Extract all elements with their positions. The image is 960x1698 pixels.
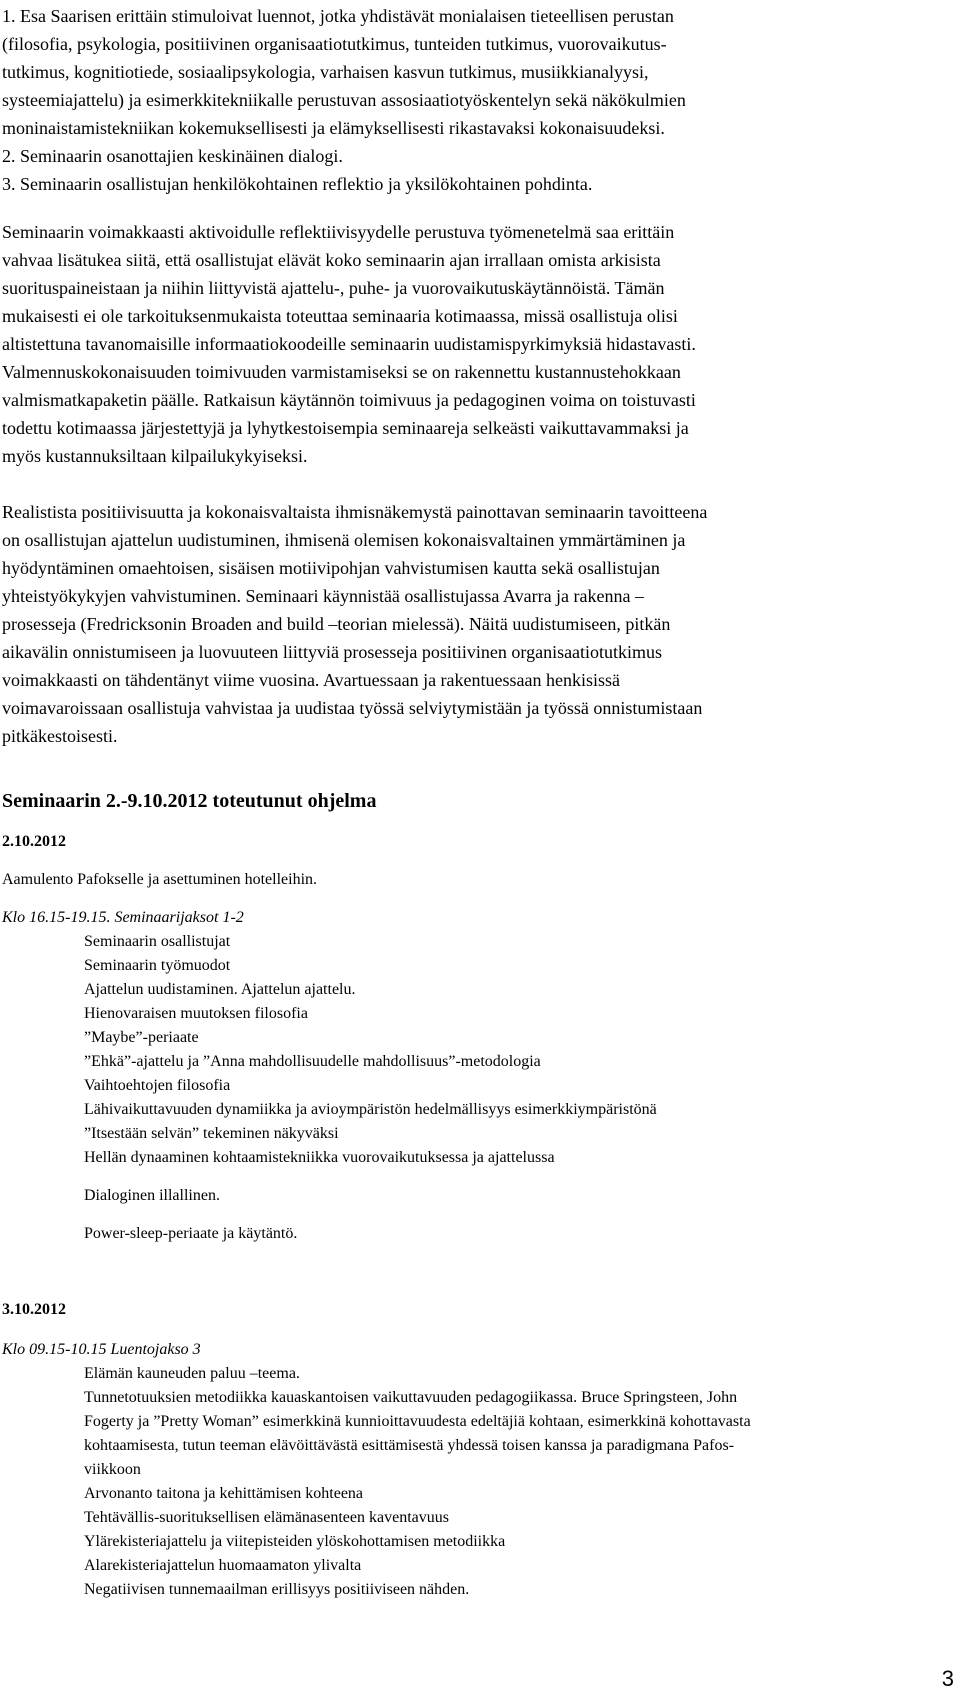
day-date: 3.10.2012 (2, 1301, 66, 1318)
program-item: Seminaarin osallistujat (84, 933, 231, 950)
program-item: Tunnetotuuksien metodiikka kauaskantoisen vaikuttavuuden pedagogiikassa. Bruce Springsteen, John (84, 1389, 738, 1406)
list-item-1-line: 1. Esa Saarisen erittäin stimuloivat luennot, jotka yhdistävät monialaisen tieteellisen perustan (2, 6, 674, 26)
paragraph-line: hyödyntäminen omaehtoisen, sisäisen motiivipohjan vahvistumisen kautta sekä osallistujan (2, 558, 660, 578)
program-item: Ylärekisteriajattelu ja viitepisteiden ylöskohottamisen metodiikka (84, 1533, 506, 1550)
paragraph-line: Valmennuskokonaisuuden toimivuuden varmistamiseksi se on rakennettu kustannustehokkaan (2, 362, 681, 382)
program-item: Negatiivisen tunnemaailman erillisyys positiiviseen nähden. (84, 1581, 470, 1598)
program-item: Dialoginen illallinen. (84, 1187, 220, 1204)
paragraph-line: Seminaarin voimakkaasti aktivoidulle reflektiivisyydelle perustuva työmenetelmä saa erittäin (2, 222, 675, 242)
paragraph-line: mukaisesti ei ole tarkoituksenmukaista toteuttaa seminaaria kotimaassa, missä osallistuja olisi (2, 306, 678, 326)
paragraph-line: vahvaa lisätukea siitä, että osallistujat elävät koko seminaarin ajan irrallaan omista arkisista (2, 250, 661, 270)
program-item: Fogerty ja ”Pretty Woman” esimerkkinä kunnioittavuudesta edeltäjiä kohtaan, esimerkkinä kohottavasta (84, 1413, 751, 1430)
paragraph-line: on osallistujan ajattelun uudistuminen, ihmisenä olemisen kokonaisvaltainen ymmärtäminen ja (2, 530, 686, 550)
program-item: ”Itsestään selvän” tekeminen näkyväksi (84, 1125, 339, 1142)
paragraph-line: altistettuna tavanomaisille informaatiokoodeille seminaarin uudistamispyrkimyksiä hidastavasti. (2, 334, 696, 354)
program-item: Seminaarin työmuodot (84, 957, 231, 974)
paragraph-line: myös kustannuksiltaan kilpailukykyiseksi. (2, 446, 308, 466)
paragraph-line: voimavaroissaan osallistuja vahvistaa ja uudistaa työssä selviytymistään ja työssä onnistumistaan (2, 698, 703, 718)
list-item-1-line: tutkimus, kognitiotiede, sosiaalipsykologia, varhaisen kasvun tutkimus, musiikkianalyysi, (2, 62, 649, 82)
program-item: Arvonanto taitona ja kehittämisen kohteena (84, 1485, 364, 1502)
paragraph-line: pitkäkestoisesti. (2, 726, 118, 746)
program-item: viikkoon (84, 1461, 141, 1478)
session-title: Klo 16.15-19.15. Seminaarijaksot 1-2 (2, 909, 244, 926)
list-item-1-line: moninaistamistekniikan kokemuksellisesti ja elämyksellisesti rikastavaksi kokonaisuudeksi. (2, 118, 665, 138)
program-item: Ajattelun uudistaminen. Ajattelun ajattelu. (84, 981, 356, 998)
paragraph-line: suorituspaineistaan ja niihin liittyvistä ajattelu-, puhe- ja vuorovaikutuskäytännöistä. Tämän (2, 278, 665, 298)
paragraph-line: voimakkaasti on tähdentänyt viime vuosina. Avartuessaan ja rakentuessaan henkisissä (2, 670, 621, 690)
paragraph-line: todettu kotimaassa järjestettyjä ja lyhytkestoisempia seminaareja selkeästi vaikuttavammaksi ja (2, 418, 689, 438)
page-number: 3 (941, 1666, 954, 1691)
program-item: ”Ehkä”-ajattelu ja ”Anna mahdollisuudelle mahdollisuus”-metodologia (84, 1053, 541, 1070)
paragraph-line: valmismatkapaketin päälle. Ratkaisun käytännön toimivuus ja pedagoginen voima on toistuvasti (2, 390, 696, 410)
list-item-3: 3. Seminaarin osallistujan henkilökohtainen reflektio ja yksilökohtainen pohdinta. (2, 174, 593, 194)
day-date: 2.10.2012 (2, 833, 66, 850)
program-item: Power-sleep-periaate ja käytäntö. (84, 1225, 298, 1242)
paragraph-line: prosesseja (Fredricksonin Broaden and build –teorian mielessä). Näitä uudistumiseen, pitkän (2, 614, 671, 634)
program-item: Lähivaikuttavuuden dynamiikka ja avioympäristön hedelmällisyys esimerkkiympäristönä (84, 1101, 657, 1118)
paragraph-line: yhteistyökykyjen vahvistuminen. Seminaari käynnistää osallistujassa Avarra ja rakenna – (2, 586, 645, 606)
program-item: Vaihtoehtojen filosofia (84, 1077, 231, 1094)
program-item: Hellän dynaaminen kohtaamistekniikka vuorovaikutuksessa ja ajattelussa (84, 1149, 555, 1166)
program-item: Hienovaraisen muutoksen filosofia (84, 1005, 308, 1022)
paragraph-line: aikavälin onnistumiseen ja luovuuteen liittyviä prosesseja positiivinen organisaatiotutkimus (2, 642, 663, 662)
program-item: Elämän kauneuden paluu –teema. (84, 1365, 300, 1382)
program-heading: Seminaarin 2.-9.10.2012 toteutunut ohjelma (2, 790, 377, 812)
paragraph-line: Realistista positiivisuutta ja kokonaisvaltaista ihmisnäkemystä painottavan seminaarin tavoitteena (2, 502, 708, 522)
list-item-1-line: systeemiajattelu) ja esimerkkitekniikalle perustuvan assosiaatiotyöskentelyn sekä näkökulmien (2, 90, 686, 110)
day-morning-note: Aamulento Pafokselle ja asettuminen hotelleihin. (2, 871, 318, 888)
list-item-2: 2. Seminaarin osanottajien keskinäinen dialogi. (2, 146, 343, 166)
session-title: Klo 09.15-10.15 Luentojakso 3 (2, 1341, 201, 1358)
list-item-1-line: (filosofia, psykologia, positiivinen organisaatiotutkimus, tunteiden tutkimus, vuorovaikutus- (2, 34, 667, 54)
program-item: ”Maybe”-periaate (84, 1029, 199, 1046)
program-item: Tehtävällis-suorituksellisen elämänasenteen kaventavuus (84, 1509, 449, 1526)
program-item: Alarekisteriajattelun huomaamaton ylivalta (84, 1557, 362, 1574)
program-item: kohtaamisesta, tutun teeman elävöittävästä esittämisestä yhdessä toisen kanssa ja paradigmana Pafos- (84, 1437, 735, 1454)
